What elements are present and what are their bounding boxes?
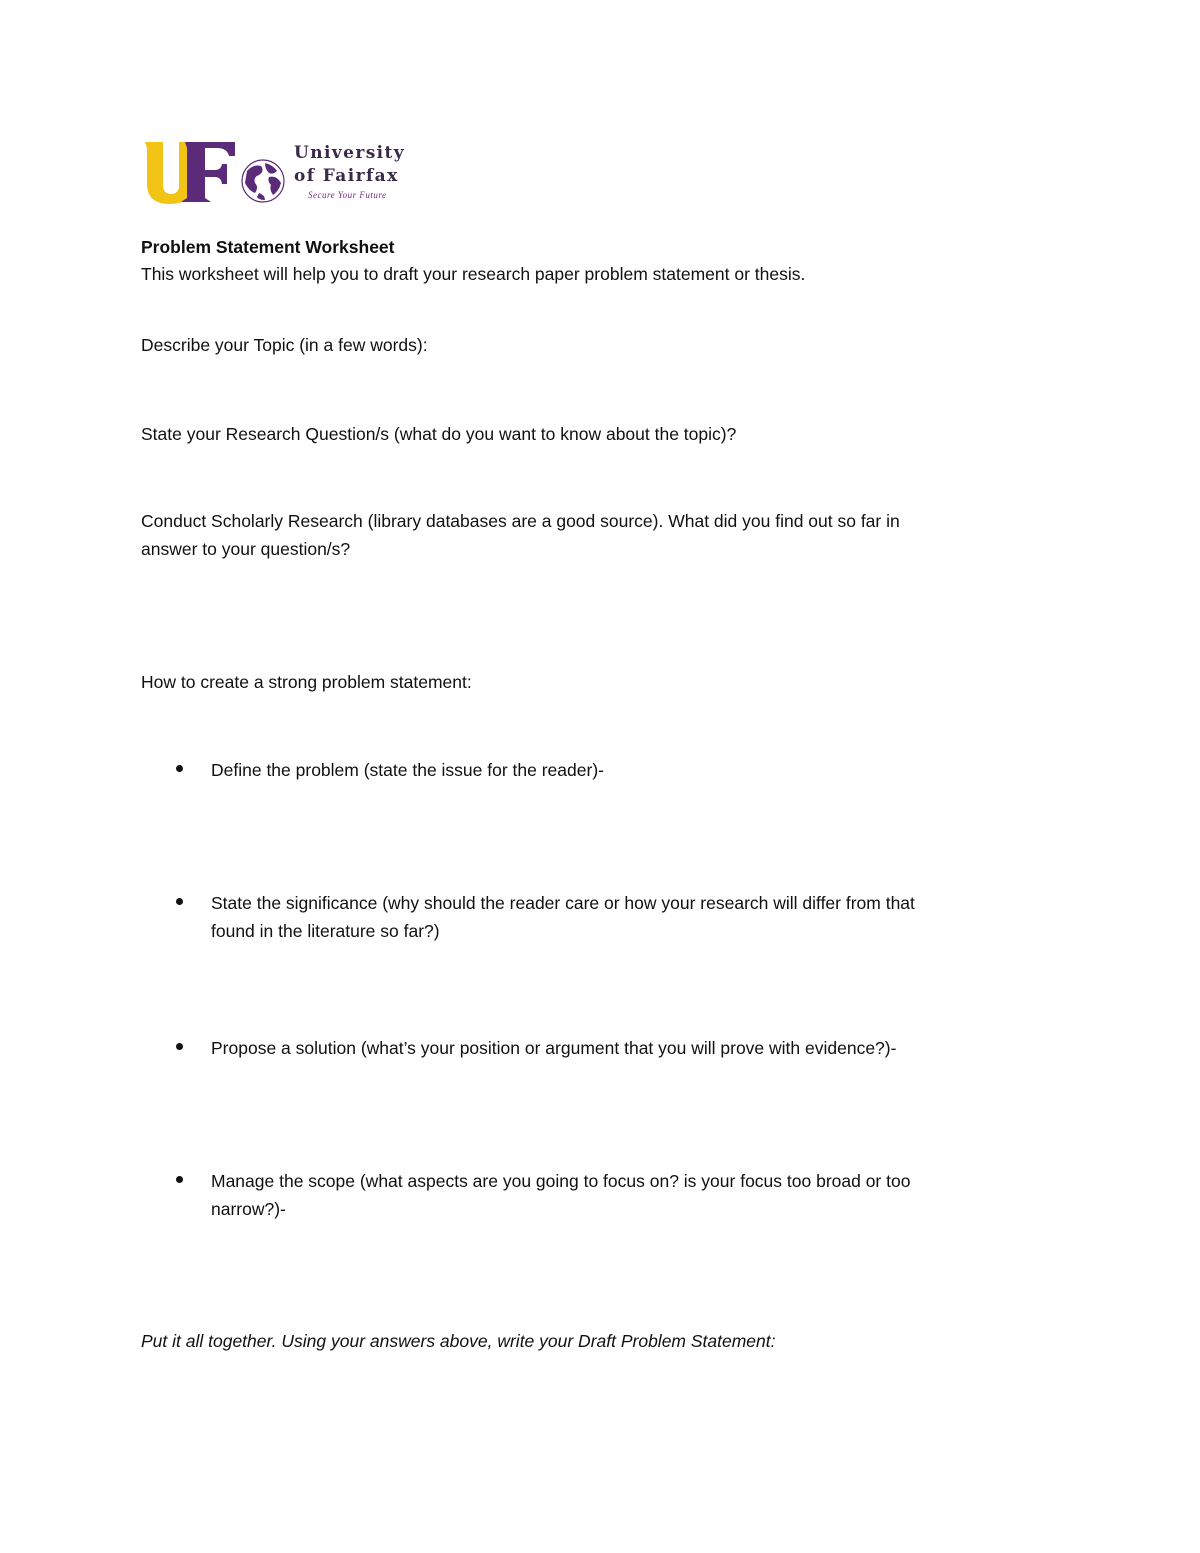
closing-prompt: Put it all together. Using your answers above, write your Draft Problem Statement: <box>141 1331 776 1351</box>
bullet-propose-solution: Propose a solution (what’s your position or argument that you will prove with evidence?)- <box>211 1038 897 1058</box>
topic-prompt: Describe your Topic (in a few words): <box>141 335 428 355</box>
university-tagline: Secure Your Future <box>308 190 387 200</box>
university-logo <box>141 138 421 208</box>
intro-text: This worksheet will help you to draft your research paper problem statement or thesis. <box>141 264 806 284</box>
bullet-manage-scope-line1: Manage the scope (what aspects are you going to focus on? is your focus too broad or too <box>211 1171 911 1191</box>
howto-heading: How to create a strong problem statement: <box>141 672 472 692</box>
uf-logo-mark-icon <box>141 138 291 208</box>
scholarly-research-prompt-line2: answer to your question/s? <box>141 539 351 559</box>
page-title: Problem Statement Worksheet <box>141 237 395 257</box>
university-name-line2: of Fairfax <box>294 166 399 186</box>
bullet-manage-scope-line2: narrow?)- <box>211 1199 286 1219</box>
university-name <box>294 142 405 188</box>
bullet-define-problem: Define the problem (state the issue for the reader)- <box>211 760 604 780</box>
bullet-significance-line2: found in the literature so far?) <box>211 921 440 941</box>
bullet-icon <box>176 1043 183 1050</box>
bullet-icon <box>176 1176 183 1183</box>
bullet-icon <box>176 765 183 772</box>
bullet-icon <box>176 898 183 905</box>
research-question-prompt: State your Research Question/s (what do you want to know about the topic)? <box>141 424 737 444</box>
scholarly-research-prompt-line1: Conduct Scholarly Research (library databases are a good source). What did you find out so far in <box>141 511 900 531</box>
university-name-line1: University <box>294 143 406 163</box>
bullet-significance-line1: State the significance (why should the reader care or how your research will differ from that <box>211 893 915 913</box>
